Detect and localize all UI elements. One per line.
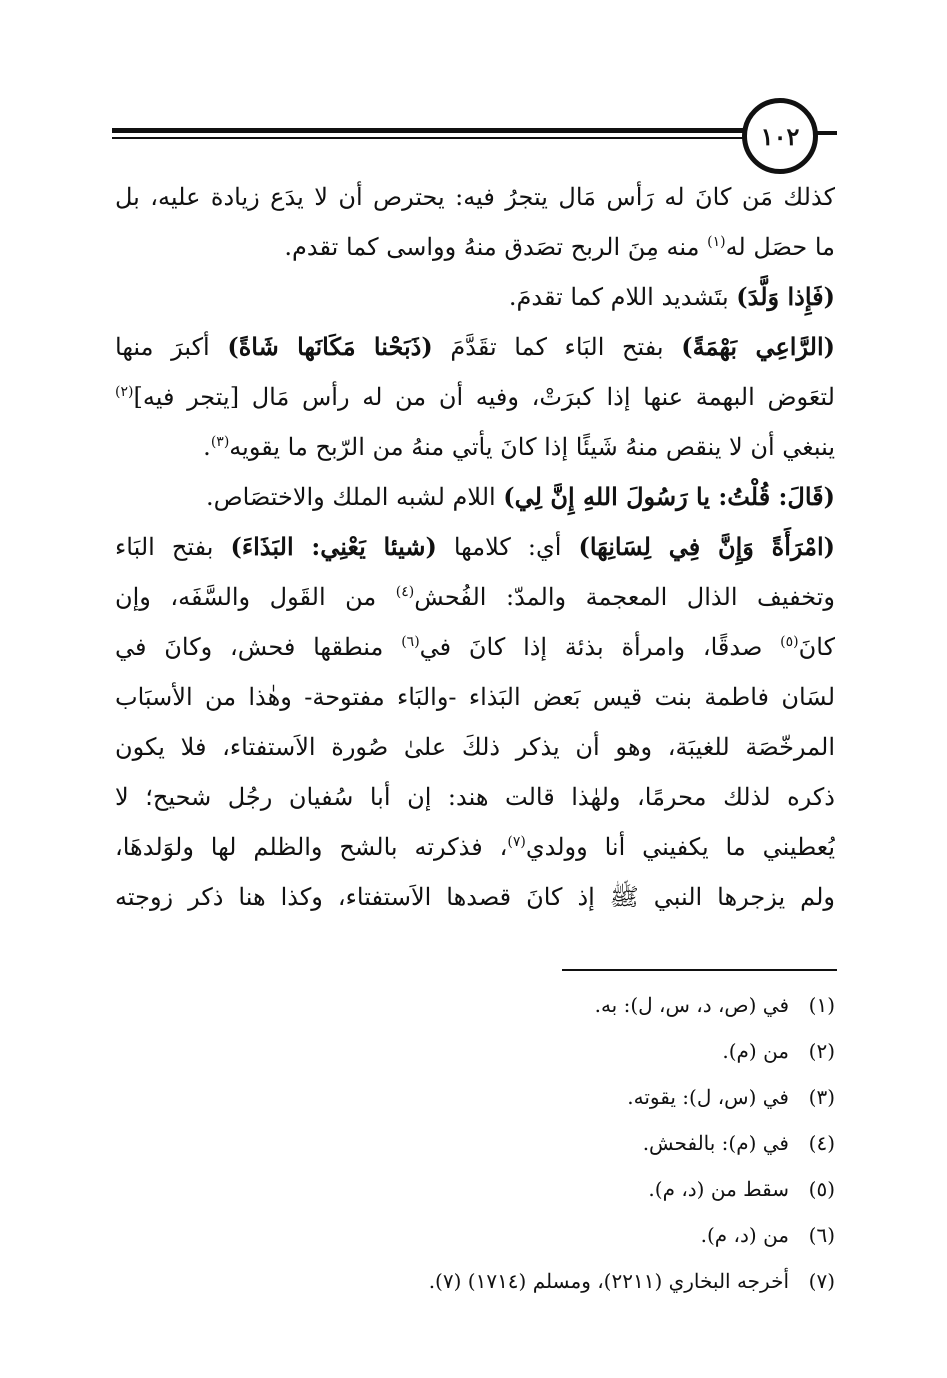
footnote-separator (562, 969, 837, 971)
text-line-9: وتخفيف الذال المعجمة والمدّ: الفُحش$^{(٤)}$ من القَول والسَّفَه، وإن (115, 583, 835, 611)
text-line-2: ما حصَل له$^{(١)}$ منه مِنَ الربح تصَدق منهُ وواسى كما تقدم. (284, 233, 835, 261)
header-rule-thick (112, 128, 752, 133)
footnote-2: (٢)من (م). (722, 1039, 835, 1063)
text-line-15: ولم يزجرها النبي ﷺ إذ كانَ قصدها الاَستفتاء، وكذا هنا ذكر زوجته (115, 883, 835, 911)
footnote-4: (٤)في (م): بالفحش. (642, 1131, 835, 1155)
header-rule-thin (112, 137, 752, 139)
footnote-ref: (٤) (395, 584, 415, 600)
footnote-5: (٥)سقط من (د، م). (648, 1177, 835, 1201)
text-line-6: ينبغي أن لا ينقص منهُ شَيئًا إذا كانَ يأتي منهُ من الرّبح ما يقويه$^{(٣)}$. (203, 433, 835, 461)
body-text (115, 172, 835, 922)
footnotes (115, 982, 835, 1304)
text-line-10: كانَ$^{(٥)}$ صدقًا، وامرأة بذئة إذا كانَ في$^{(٦)}$ منطقها فحش، وكانَ في (115, 633, 835, 661)
footnote-7: (٧)أخرجه البخاري (٢٢١١)، ومسلم (١٧١٤) (٧). (428, 1269, 835, 1293)
text-line-4: (الرَّاعِي بَهْمَةً) بفتح البَاء كما تقَدَّمَ (ذَبَحْنا مَكَانَها شَاةً) أكبرَ منها (115, 332, 835, 361)
footnote-ref: (٥) (780, 634, 799, 650)
text-line-11: لسَان فاطمة بنت قيس بَعض البَذاء -والبَاء مفتوحة- وهٰذا من الأسبَاب (115, 683, 835, 711)
text-line-5: لتعَوض البهمة عنها إذا كبرَتْ، وفيه أن من له رأس مَال [يتجر فيه]$^{(٢)}$ (115, 383, 835, 411)
text-line-3: (فَإِذا وَلَّدَ) بتَشديد اللام كما تقدمَ. (508, 282, 835, 311)
text-line-7: (قَالَ: قُلْتُ: يا رَسُولَ اللهِ إِنَّ لِي) اللام لشبه الملك والاختصَاص. (205, 482, 835, 511)
footnote-1: (١)في (ص، د، س، ل): به. (594, 993, 835, 1017)
footnote-6: (٦)من (د، م). (700, 1223, 835, 1247)
page-header (112, 95, 837, 175)
footnote-ref: (٣) (210, 434, 230, 450)
text-line-14: يُعطيني ما يكفيني أنا وولدي$^{(٧)}$، فذكرته بالشح والظلم لها ولوَلدهَا، (115, 833, 835, 861)
footnote-ref: (٦) (401, 634, 420, 650)
page-number-badge (742, 98, 818, 174)
text-line-13: ذكره لذلك محرمًا، ولهٰذا قالت هند: إن أبا سُفيان رجُل شحيح؛ لا (115, 783, 835, 811)
footnote-ref: (١) (707, 234, 726, 250)
text-line-12: المرخّصَة للغيبَة، وهو أن يذكر ذلكَ علىٰ صُورة الاَستفتاء، فلا يكون (115, 733, 835, 761)
footnote-ref: (٧) (507, 834, 526, 850)
footnote-3: (٣)في (س، ل): يقوته. (627, 1085, 835, 1109)
page-number: ١٠٢ (760, 121, 800, 151)
text-line-8: (امْرَأَةً وَإِنَّ فِي لِسَانِهَا) أي: كلامها (شيئا يَعْنِي: البَذَاءَ) بفتح البَاء (115, 532, 835, 561)
text-line-1: كذلك مَن كانَ له رَأس مَال يتجرُ فيه: يحترص أن لا يدَع زيادة عليه، بل (115, 183, 835, 211)
footnote-ref: (٢) (115, 384, 134, 400)
